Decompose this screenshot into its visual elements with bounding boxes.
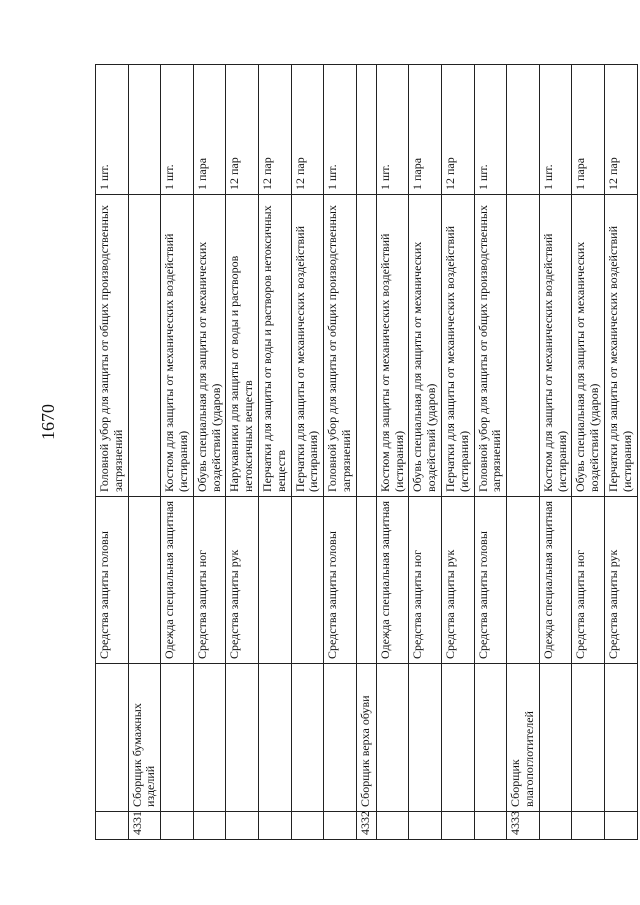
table-row — [193, 65, 226, 840]
table-row — [324, 65, 357, 840]
profession-cell — [376, 664, 409, 812]
quantity-cell: 1 шт. — [324, 65, 357, 195]
table-row — [291, 65, 324, 840]
profession-cell — [539, 664, 572, 812]
item-cell — [507, 195, 540, 497]
quantity-cell: 12 пар — [258, 65, 291, 195]
category-cell — [356, 497, 376, 664]
ppe-table — [95, 64, 638, 840]
category-cell — [291, 497, 324, 664]
code-cell: 4333 — [507, 812, 540, 840]
item-cell: Костюм для защиты от механических воздействий (истирания) — [539, 195, 572, 497]
code-cell — [161, 812, 194, 840]
category-cell: Одежда специальная защитная — [161, 497, 194, 664]
profession-cell — [226, 664, 259, 812]
category-cell: Средства защиты рук — [441, 497, 474, 664]
code-cell — [193, 812, 226, 840]
code-cell — [539, 812, 572, 840]
table-row — [96, 65, 129, 840]
category-cell: Средства защиты головы — [96, 497, 129, 664]
category-cell — [507, 497, 540, 664]
category-cell — [128, 497, 161, 664]
code-cell — [226, 812, 259, 840]
table-row — [161, 65, 194, 840]
quantity-cell: 1 шт. — [96, 65, 129, 195]
profession-cell — [258, 664, 291, 812]
category-cell: Средства защиты ног — [193, 497, 226, 664]
profession-cell — [604, 664, 637, 812]
category-cell: Средства защиты ног — [409, 497, 442, 664]
quantity-cell: 1 пара — [193, 65, 226, 195]
profession-cell: Сборщик бумажных изделий — [128, 664, 161, 812]
category-cell: Средства защиты ног — [572, 497, 605, 664]
profession-cell — [572, 664, 605, 812]
item-cell: Головной убор для защиты от общих производственных загрязнений — [324, 195, 357, 497]
code-cell — [376, 812, 409, 840]
item-cell: Перчатки для защиты от механических воздействий (истирания) — [604, 195, 637, 497]
item-cell: Перчатки для защиты от механических воздействий (истирания) — [291, 195, 324, 497]
code-cell — [324, 812, 357, 840]
quantity-cell: 1 пара — [409, 65, 442, 195]
category-cell: Средства защиты головы — [474, 497, 507, 664]
table-row — [474, 65, 507, 840]
quantity-cell: 1 шт. — [474, 65, 507, 195]
profession-cell — [441, 664, 474, 812]
quantity-cell — [507, 65, 540, 195]
table-row — [572, 65, 605, 840]
ppe-table-wrapper — [95, 65, 634, 840]
quantity-cell: 1 пара — [572, 65, 605, 195]
table-row — [441, 65, 474, 840]
profession-cell — [193, 664, 226, 812]
profession-cell — [324, 664, 357, 812]
table-row — [226, 65, 259, 840]
item-cell: Обувь специальная для защиты от механических воздействий (ударов) — [409, 195, 442, 497]
code-cell — [474, 812, 507, 840]
table-row — [539, 65, 572, 840]
category-cell: Средства защиты головы — [324, 497, 357, 664]
profession-cell — [474, 664, 507, 812]
code-cell: 4331 — [128, 812, 161, 840]
item-cell: Головной убор для защиты от общих производственных загрязнений — [474, 195, 507, 497]
category-cell: Средства защиты рук — [226, 497, 259, 664]
quantity-cell — [356, 65, 376, 195]
quantity-cell: 12 пар — [291, 65, 324, 195]
table-row — [258, 65, 291, 840]
code-cell — [258, 812, 291, 840]
profession-cell: Сборщик верха обуви — [356, 664, 376, 812]
item-cell: Нарукавники для защиты от воды и растворов нетоксичных веществ — [226, 195, 259, 497]
category-cell: Одежда специальная защитная — [539, 497, 572, 664]
quantity-cell: 1 шт. — [161, 65, 194, 195]
quantity-cell: 1 шт. — [539, 65, 572, 195]
quantity-cell: 12 пар — [604, 65, 637, 195]
profession-cell — [291, 664, 324, 812]
item-cell: Перчатки для защиты от механических воздействий (истирания) — [441, 195, 474, 497]
quantity-cell: 12 пар — [441, 65, 474, 195]
item-cell: Обувь специальная для защиты от механических воздействий (ударов) — [572, 195, 605, 497]
profession-cell — [409, 664, 442, 812]
profession-cell — [161, 664, 194, 812]
item-cell: Костюм для защиты от механических воздействий (истирания) — [161, 195, 194, 497]
category-cell — [258, 497, 291, 664]
table-row — [409, 65, 442, 840]
code-cell: 4332 — [356, 812, 376, 840]
table-row — [376, 65, 409, 840]
page-number: 1670 — [38, 404, 58, 440]
item-cell: Обувь специальная для защиты от механических воздействий (ударов) — [193, 195, 226, 497]
item-cell: Перчатки для защиты от воды и растворов нетоксичных веществ — [258, 195, 291, 497]
item-cell: Головной убор для защиты от общих производственных загрязнений — [96, 195, 129, 497]
code-cell — [604, 812, 637, 840]
item-cell — [128, 195, 161, 497]
code-cell — [409, 812, 442, 840]
category-cell: Одежда специальная защитная — [376, 497, 409, 664]
quantity-cell: 12 пар — [226, 65, 259, 195]
category-cell: Средства защиты рук — [604, 497, 637, 664]
code-cell — [291, 812, 324, 840]
table-row — [356, 65, 376, 840]
code-cell — [96, 812, 129, 840]
item-cell — [356, 195, 376, 497]
quantity-cell: 1 шт. — [376, 65, 409, 195]
profession-cell: Сборщик влагопоглотителей — [507, 664, 540, 812]
table-row — [507, 65, 540, 840]
item-cell: Костюм для защиты от механических воздействий (истирания) — [376, 195, 409, 497]
quantity-cell — [128, 65, 161, 195]
profession-cell — [96, 664, 129, 812]
table-row — [128, 65, 161, 840]
code-cell — [572, 812, 605, 840]
table-row — [604, 65, 637, 840]
code-cell — [441, 812, 474, 840]
